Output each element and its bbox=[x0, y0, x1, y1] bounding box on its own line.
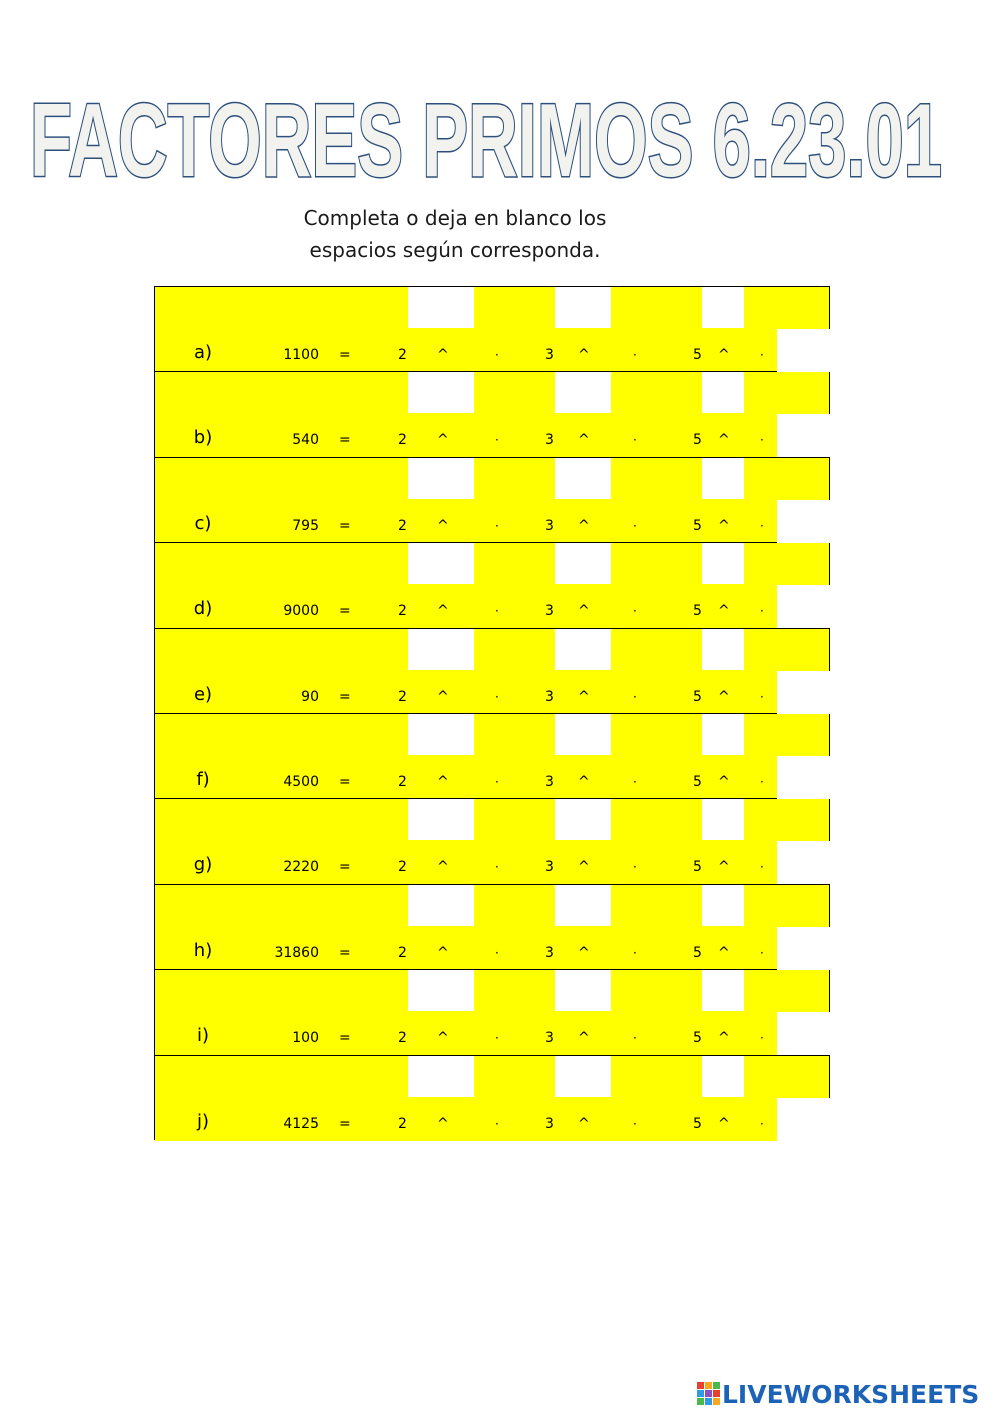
factor-5: 5 bbox=[693, 774, 702, 790]
exponent-5-input[interactable] bbox=[702, 629, 744, 670]
row-number: 2220 bbox=[283, 859, 319, 876]
equals-sign: = bbox=[339, 944, 351, 961]
multiply-dot: · bbox=[760, 1031, 764, 1046]
exponent-5-input[interactable] bbox=[702, 1056, 744, 1097]
exercise-row bbox=[155, 629, 829, 714]
row-number: 9000 bbox=[283, 603, 319, 620]
factor-2: 2 bbox=[398, 347, 407, 363]
row-number: 795 bbox=[292, 517, 319, 534]
caret-symbol: ^ bbox=[578, 1115, 590, 1132]
extra-factor-input[interactable] bbox=[777, 414, 831, 457]
multiply-dot: · bbox=[633, 945, 637, 960]
caret-symbol: ^ bbox=[437, 774, 449, 790]
exercise-row bbox=[155, 970, 829, 1055]
row-number: 4500 bbox=[283, 774, 319, 790]
row-label: f) bbox=[196, 769, 210, 790]
exponent-3-input[interactable] bbox=[555, 799, 611, 840]
multiply-dot: · bbox=[495, 775, 499, 789]
liveworksheets-logo bbox=[697, 1379, 979, 1409]
exponent-3-input[interactable] bbox=[555, 458, 611, 499]
caret-symbol: ^ bbox=[718, 432, 730, 449]
exponent-3-input[interactable] bbox=[555, 629, 611, 670]
factor-3: 3 bbox=[545, 1115, 554, 1132]
caret-symbol: ^ bbox=[578, 347, 590, 363]
caret-symbol: ^ bbox=[718, 1030, 730, 1047]
extra-factor-input[interactable] bbox=[777, 671, 831, 714]
equals-sign: = bbox=[339, 517, 351, 534]
exponent-5-input[interactable] bbox=[702, 970, 744, 1011]
factor-5: 5 bbox=[693, 432, 702, 449]
exponent-2-input[interactable] bbox=[408, 799, 474, 840]
caret-symbol: ^ bbox=[578, 432, 590, 449]
factor-5: 5 bbox=[693, 347, 702, 363]
multiply-dot: · bbox=[495, 518, 499, 533]
row-number: 31860 bbox=[274, 944, 319, 961]
multiply-dot: · bbox=[495, 945, 499, 960]
multiply-dot: · bbox=[495, 1116, 499, 1131]
equals-sign: = bbox=[339, 1115, 351, 1132]
equals-sign: = bbox=[339, 774, 351, 790]
exponent-3-input[interactable] bbox=[555, 714, 611, 755]
factor-2: 2 bbox=[398, 603, 407, 620]
factor-2: 2 bbox=[398, 1030, 407, 1047]
multiply-dot: · bbox=[760, 433, 764, 448]
factor-3: 3 bbox=[545, 944, 554, 961]
exponent-2-input[interactable] bbox=[408, 714, 474, 755]
exercise-row bbox=[155, 714, 829, 799]
factor-2: 2 bbox=[398, 774, 407, 790]
equals-sign: = bbox=[339, 859, 351, 876]
caret-symbol: ^ bbox=[437, 859, 449, 876]
caret-symbol: ^ bbox=[578, 688, 590, 705]
factor-5: 5 bbox=[693, 1115, 702, 1132]
exercise-row bbox=[155, 799, 829, 884]
factor-3: 3 bbox=[545, 603, 554, 620]
multiply-dot: · bbox=[633, 1031, 637, 1046]
multiply-dot: · bbox=[760, 1116, 764, 1131]
equals-sign: = bbox=[339, 603, 351, 620]
factor-3: 3 bbox=[545, 347, 554, 363]
extra-factor-input[interactable] bbox=[777, 585, 831, 628]
exponent-3-input[interactable] bbox=[555, 1056, 611, 1097]
caret-symbol: ^ bbox=[718, 774, 730, 790]
extra-factor-input[interactable] bbox=[777, 500, 831, 543]
caret-symbol: ^ bbox=[578, 517, 590, 534]
instructions-line-2: espacios según corresponda. bbox=[309, 238, 601, 262]
worksheet-title bbox=[0, 78, 1000, 198]
exponent-2-input[interactable] bbox=[408, 885, 474, 926]
exponent-2-input[interactable] bbox=[408, 543, 474, 584]
row-number: 90 bbox=[301, 688, 319, 705]
caret-symbol: ^ bbox=[718, 1115, 730, 1132]
exponent-5-input[interactable] bbox=[702, 287, 744, 328]
extra-factor-input[interactable] bbox=[777, 841, 831, 884]
caret-symbol: ^ bbox=[718, 517, 730, 534]
row-label: d) bbox=[193, 598, 213, 620]
multiply-dot: · bbox=[633, 1116, 637, 1131]
factor-2: 2 bbox=[398, 688, 407, 705]
factor-5: 5 bbox=[693, 603, 702, 620]
multiply-dot: · bbox=[495, 433, 499, 448]
exponent-2-input[interactable] bbox=[408, 629, 474, 670]
factor-2: 2 bbox=[398, 517, 407, 534]
factor-2: 2 bbox=[398, 859, 407, 876]
factor-3: 3 bbox=[545, 859, 554, 876]
multiply-dot: · bbox=[760, 860, 764, 875]
liveworksheets-logo-text: LIVEWORKSHEETS bbox=[722, 1379, 980, 1409]
caret-symbol: ^ bbox=[578, 603, 590, 620]
caret-symbol: ^ bbox=[718, 859, 730, 876]
exponent-2-input[interactable] bbox=[408, 458, 474, 499]
caret-symbol: ^ bbox=[437, 347, 449, 363]
row-number: 4125 bbox=[283, 1115, 319, 1132]
multiply-dot: · bbox=[760, 518, 764, 533]
worksheet-title-text: FACTORES PRIMOS 6.23.01 bbox=[30, 83, 942, 198]
multiply-dot: · bbox=[495, 348, 499, 362]
factor-5: 5 bbox=[693, 859, 702, 876]
exponent-5-input[interactable] bbox=[702, 799, 744, 840]
equals-sign: = bbox=[339, 347, 351, 363]
exponent-3-input[interactable] bbox=[555, 543, 611, 584]
multiply-dot: · bbox=[760, 348, 764, 362]
exercise-table bbox=[154, 286, 830, 1140]
extra-factor-input[interactable] bbox=[777, 329, 831, 372]
row-label: b) bbox=[193, 427, 213, 449]
factor-5: 5 bbox=[693, 944, 702, 961]
extra-factor-input[interactable] bbox=[777, 927, 831, 970]
factor-5: 5 bbox=[693, 688, 702, 705]
row-label: a) bbox=[193, 342, 213, 363]
exponent-3-input[interactable] bbox=[555, 885, 611, 926]
extra-factor-input[interactable] bbox=[777, 756, 831, 799]
caret-symbol: ^ bbox=[718, 944, 730, 961]
row-number: 1100 bbox=[283, 347, 319, 363]
caret-symbol: ^ bbox=[437, 944, 449, 961]
exponent-5-input[interactable] bbox=[702, 458, 744, 499]
caret-symbol: ^ bbox=[437, 1030, 449, 1047]
instructions bbox=[0, 202, 910, 266]
equals-sign: = bbox=[339, 688, 351, 705]
exercise-row bbox=[155, 372, 829, 457]
multiply-dot: · bbox=[633, 775, 637, 789]
caret-symbol: ^ bbox=[718, 347, 730, 363]
exponent-2-input[interactable] bbox=[408, 287, 474, 328]
factor-3: 3 bbox=[545, 688, 554, 705]
multiply-dot: · bbox=[495, 689, 499, 704]
multiply-dot: · bbox=[633, 348, 637, 362]
factor-2: 2 bbox=[398, 944, 407, 961]
multiply-dot: · bbox=[495, 860, 499, 875]
exponent-5-input[interactable] bbox=[702, 372, 744, 413]
exponent-2-input[interactable] bbox=[408, 1056, 474, 1097]
caret-symbol: ^ bbox=[437, 688, 449, 705]
caret-symbol: ^ bbox=[578, 774, 590, 790]
multiply-dot: · bbox=[633, 860, 637, 875]
exponent-5-input[interactable] bbox=[702, 885, 744, 926]
exercise-row bbox=[155, 885, 829, 970]
exercise-row bbox=[155, 287, 829, 372]
multiply-dot: · bbox=[633, 689, 637, 704]
row-label: e) bbox=[193, 683, 213, 705]
caret-symbol: ^ bbox=[578, 944, 590, 961]
multiply-dot: · bbox=[633, 518, 637, 533]
exercise-row bbox=[155, 1056, 829, 1141]
multiply-dot: · bbox=[760, 775, 764, 789]
instructions-line-1: Completa o deja en blanco los bbox=[303, 206, 607, 230]
exponent-2-input[interactable] bbox=[408, 970, 474, 1011]
exponent-5-input[interactable] bbox=[702, 714, 744, 755]
equals-sign: = bbox=[339, 432, 351, 449]
exponent-3-input[interactable] bbox=[555, 970, 611, 1011]
multiply-dot: · bbox=[760, 604, 764, 619]
exponent-3-input[interactable] bbox=[555, 372, 611, 413]
multiply-dot: · bbox=[760, 689, 764, 704]
extra-factor-input[interactable] bbox=[777, 1012, 831, 1055]
row-label: i) bbox=[196, 1025, 210, 1047]
caret-symbol: ^ bbox=[578, 859, 590, 876]
factor-5: 5 bbox=[693, 1030, 702, 1047]
multiply-dot: · bbox=[633, 604, 637, 619]
equals-sign: = bbox=[339, 1030, 351, 1047]
row-number: 100 bbox=[292, 1030, 319, 1047]
exponent-2-input[interactable] bbox=[408, 372, 474, 413]
multiply-dot: · bbox=[495, 604, 499, 619]
caret-symbol: ^ bbox=[437, 1115, 449, 1132]
exercise-row bbox=[155, 458, 829, 543]
exponent-5-input[interactable] bbox=[702, 543, 744, 584]
row-label: g) bbox=[193, 854, 213, 876]
multiply-dot: · bbox=[760, 945, 764, 960]
liveworksheets-logo-icon bbox=[697, 1382, 719, 1406]
exponent-3-input[interactable] bbox=[555, 287, 611, 328]
caret-symbol: ^ bbox=[718, 688, 730, 705]
factor-5: 5 bbox=[693, 517, 702, 534]
row-number: 540 bbox=[292, 432, 319, 449]
factor-2: 2 bbox=[398, 1115, 407, 1132]
row-label: c) bbox=[194, 512, 212, 534]
factor-3: 3 bbox=[545, 1030, 554, 1047]
multiply-dot: · bbox=[633, 433, 637, 448]
caret-symbol: ^ bbox=[578, 1030, 590, 1047]
row-label: j) bbox=[196, 1110, 210, 1132]
caret-symbol: ^ bbox=[437, 517, 449, 534]
factor-3: 3 bbox=[545, 432, 554, 449]
factor-2: 2 bbox=[398, 432, 407, 449]
row-label: h) bbox=[193, 939, 213, 961]
factor-3: 3 bbox=[545, 774, 554, 790]
caret-symbol: ^ bbox=[718, 603, 730, 620]
exercise-row bbox=[155, 543, 829, 628]
extra-factor-input[interactable] bbox=[777, 1098, 831, 1141]
caret-symbol: ^ bbox=[437, 432, 449, 449]
caret-symbol: ^ bbox=[437, 603, 449, 620]
multiply-dot: · bbox=[495, 1031, 499, 1046]
factor-3: 3 bbox=[545, 517, 554, 534]
